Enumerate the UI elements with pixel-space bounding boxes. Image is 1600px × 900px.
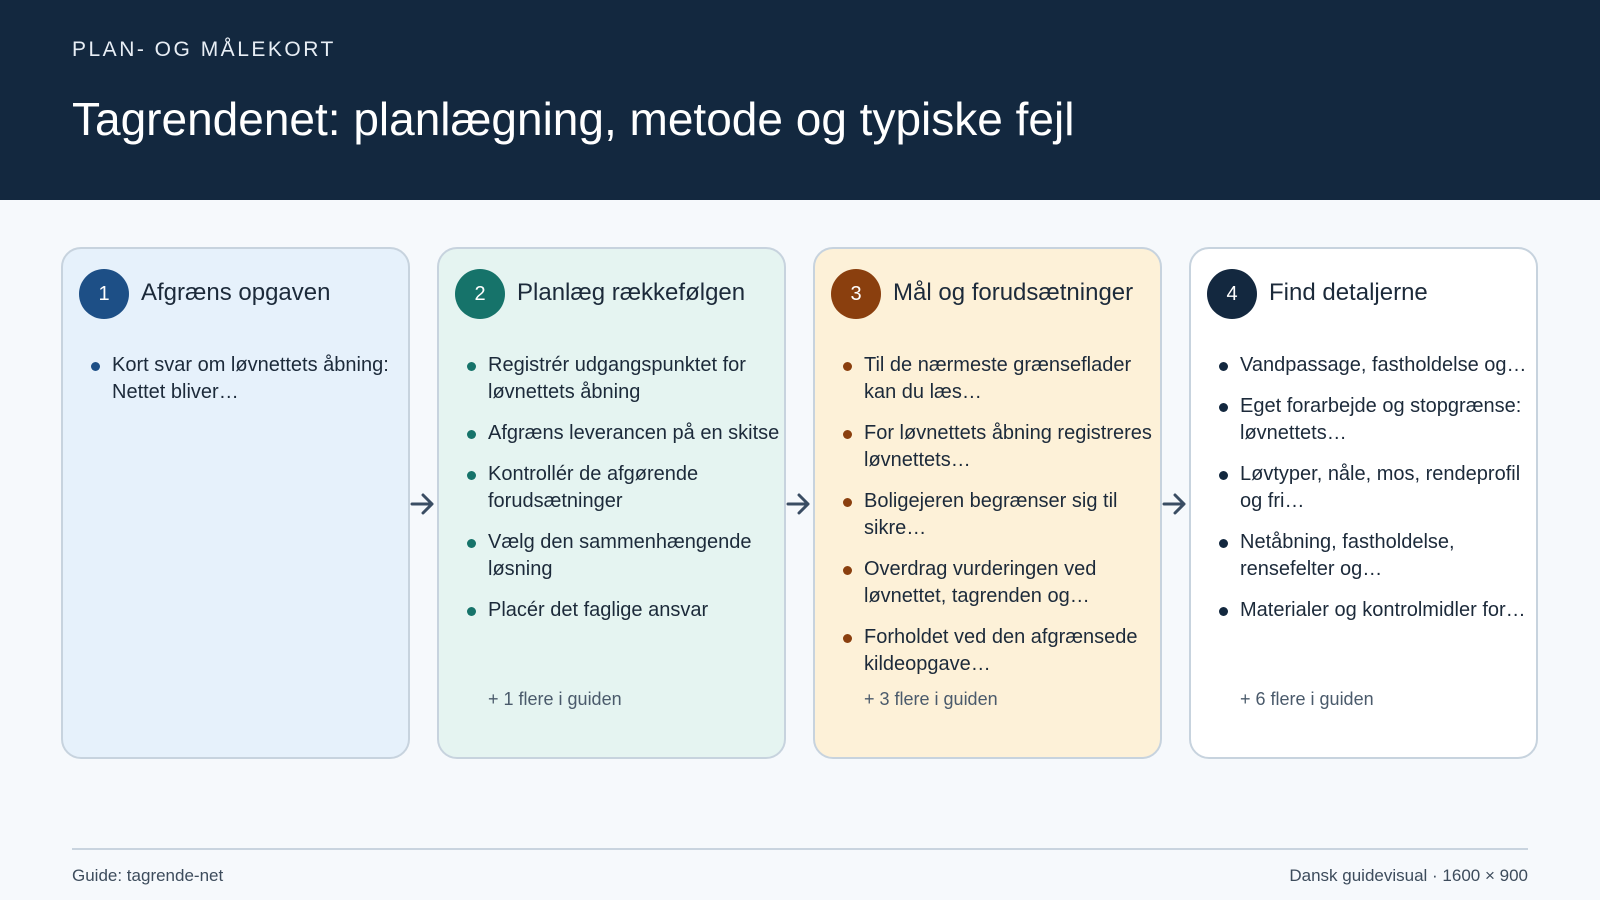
step-bullet-list bbox=[89, 352, 405, 420]
arrow-right-icon bbox=[410, 492, 436, 516]
list-item: Vælg den sammenhængende løsning bbox=[465, 529, 781, 583]
list-item: Boligejeren begrænser sig til sikre… bbox=[841, 488, 1157, 542]
list-item: Forholdet ved den afgrænsede kildeopgave… bbox=[841, 624, 1157, 678]
list-item: Placér det faglige ansvar bbox=[465, 597, 781, 624]
footer-source: Guide: tagrende-net bbox=[72, 866, 224, 885]
step-number-badge: 1 bbox=[79, 269, 129, 319]
list-item: For løvnettets åbning registreres løvnettets… bbox=[841, 420, 1157, 474]
step-number-badge: 4 bbox=[1207, 269, 1257, 319]
step-title: Afgræns opgaven bbox=[141, 279, 331, 306]
list-item: Registrér udgangspunktet for løvnettets åbning bbox=[465, 352, 781, 406]
list-item: Netåbning, fastholdelse, rensefelter og… bbox=[1217, 529, 1533, 583]
step-bullet-list bbox=[1217, 352, 1533, 638]
footer-meta: Dansk guidevisual · 1600 × 900 bbox=[1289, 866, 1528, 885]
more-in-guide-link[interactable]: + 1 flere i guiden bbox=[488, 689, 622, 709]
step-card-3 bbox=[813, 247, 1162, 759]
list-item: Kort svar om løvnettets åbning: Nettet bliver… bbox=[89, 352, 405, 406]
step-title: Mål og forudsætninger bbox=[893, 279, 1134, 306]
more-in-guide-link[interactable]: + 6 flere i guiden bbox=[1240, 689, 1374, 709]
step-title: Planlæg rækkefølgen bbox=[517, 279, 746, 306]
step-card-4 bbox=[1189, 247, 1538, 759]
list-item: Eget forarbejde og stopgrænse: løvnettets… bbox=[1217, 393, 1533, 447]
page-title: Tagrendenet: planlægning, metode og typiske fejl bbox=[72, 93, 1075, 145]
eyebrow-label: PLAN- OG MÅLEKORT bbox=[72, 38, 336, 61]
list-item: Afgræns leverancen på en skitse bbox=[465, 420, 781, 447]
step-number-badge: 3 bbox=[831, 269, 881, 319]
more-in-guide-link[interactable]: + 3 flere i guiden bbox=[864, 689, 998, 709]
list-item: Til de nærmeste grænseflader kan du læs… bbox=[841, 352, 1157, 406]
step-bullet-list bbox=[465, 352, 781, 638]
step-number-badge: 2 bbox=[455, 269, 505, 319]
step-bullet-list bbox=[841, 352, 1157, 692]
list-item: Materialer og kontrolmidler for… bbox=[1217, 597, 1533, 624]
list-item: Overdrag vurderingen ved løvnettet, tagrenden og… bbox=[841, 556, 1157, 610]
arrow-right-icon bbox=[786, 492, 812, 516]
footer-divider bbox=[72, 848, 1528, 850]
list-item: Kontrollér de afgørende forudsætninger bbox=[465, 461, 781, 515]
step-card-2 bbox=[437, 247, 786, 759]
list-item: Løvtyper, nåle, mos, rendeprofil og fri… bbox=[1217, 461, 1533, 515]
arrow-right-icon bbox=[1162, 492, 1188, 516]
step-card-1 bbox=[61, 247, 410, 759]
list-item: Vandpassage, fastholdelse og… bbox=[1217, 352, 1533, 379]
header-banner bbox=[0, 0, 1600, 200]
step-title: Find detaljerne bbox=[1269, 279, 1428, 306]
